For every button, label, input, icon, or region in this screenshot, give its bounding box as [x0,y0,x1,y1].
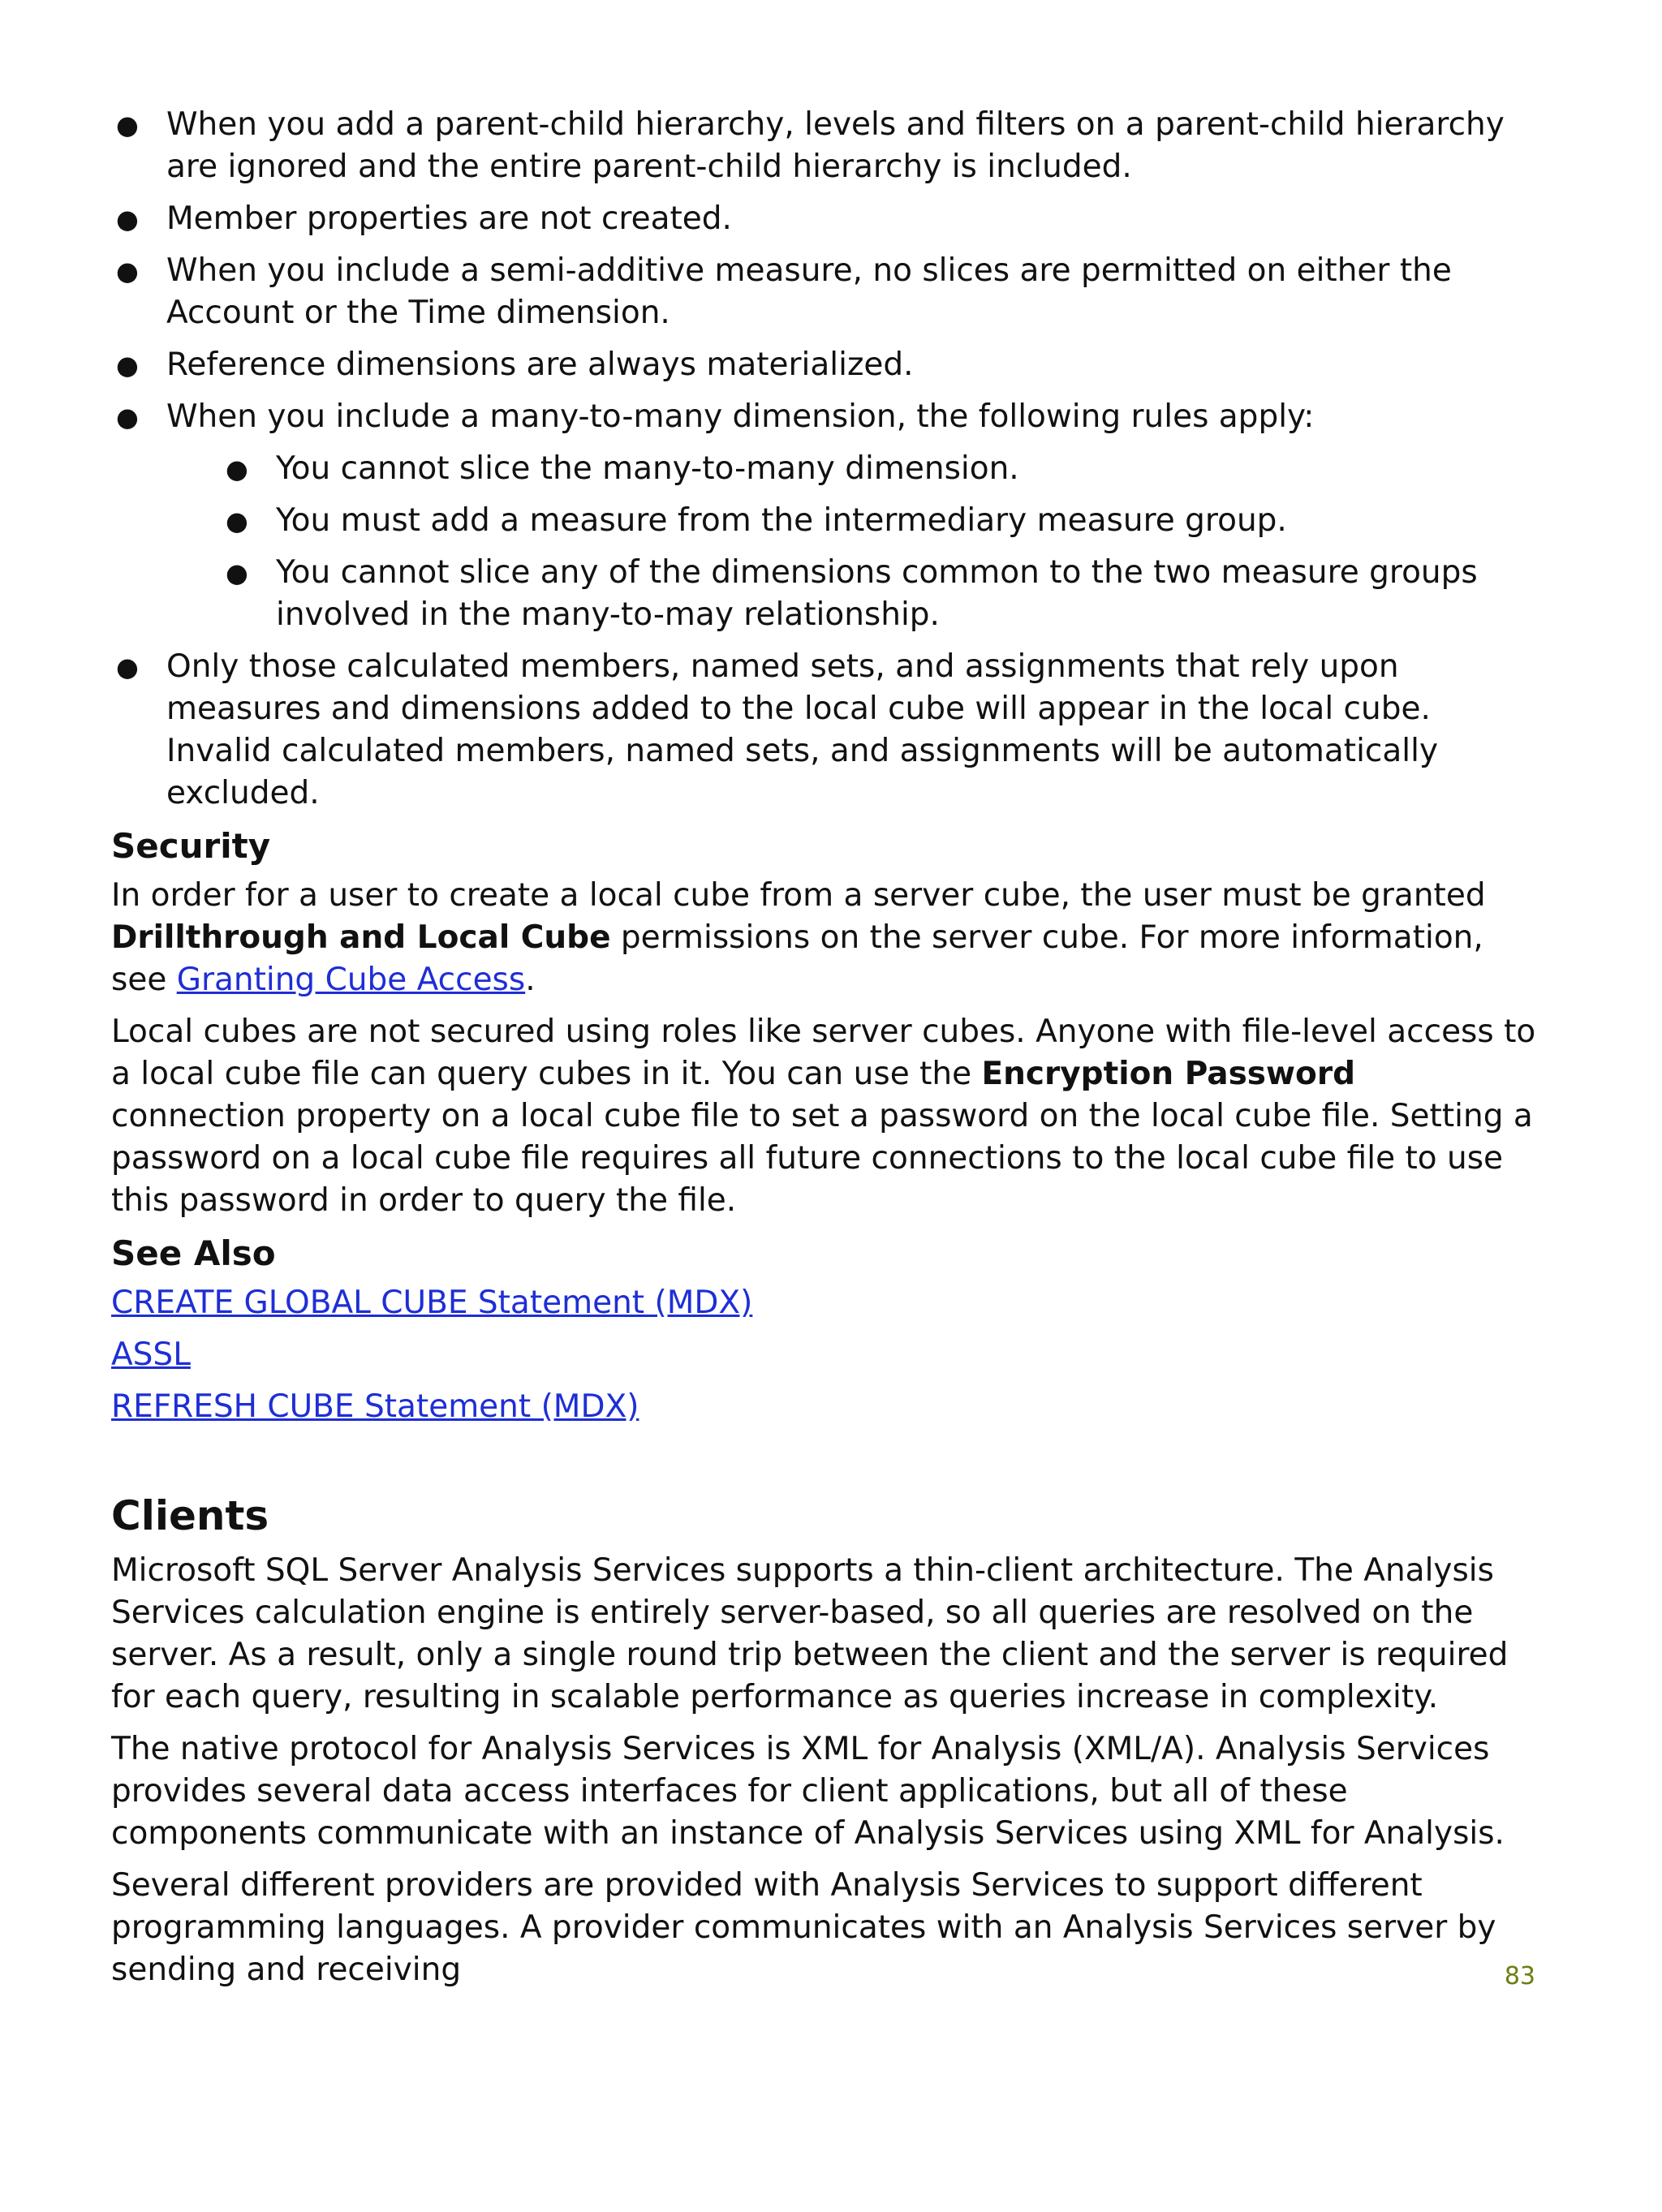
bullet-icon: ● [116,350,139,381]
bullet-list [111,104,1539,815]
sub-bullet-list [166,448,1539,636]
list-item: ● When you include a semi-additive measure, no slices are permitted on either the Account or the Time dimension. [111,250,1539,334]
bullet-icon: ● [226,454,248,484]
list-item: ● Only those calculated members, named sets, and assignments that rely upon measures and dimensions added to the local cube will appear in the local cube. Invalid calculated members, named sets, and assignments will be automatically excluded. [111,646,1539,815]
create-global-cube-link[interactable]: CREATE GLOBAL CUBE Statement (MDX) [111,1285,753,1321]
list-item: ● When you add a parent-child hierarchy, levels and filters on a parent-child hierarchy are ignored and the entire parent-child hierarchy is included. [111,104,1539,188]
security-paragraph-1: In order for a user to create a local cube from a server cube, the user must be granted Drillthrough and Local Cube permissions on the server cube. For more information, see Granting Cube Access. [111,877,1486,998]
bullet-icon: ● [226,557,248,588]
bullet-icon: ● [116,256,139,286]
clients-paragraph-1: Microsoft SQL Server Analysis Services supports a thin-client architecture. The Analysis Services calculation engine is entirely server-based, so all queries are resolved on the server. As a result, only a single round trip between the client and the server is required for each query, resulting in scalable performance as queries increase in complexity. [111,1552,1509,1715]
clients-paragraph-2: The native protocol for Analysis Services is XML for Analysis (XML/A). Analysis Services provides several data access interfaces for client applications, but all of these components communicate with an instance of Analysis Services using XML for Analysis. [111,1731,1505,1852]
bullet-icon: ● [116,402,139,433]
document-page [111,104,1539,2001]
clients-heading: Clients [111,1492,269,1539]
refresh-cube-link[interactable]: REFRESH CUBE Statement (MDX) [111,1388,639,1425]
list-item: ● Member properties are not created. [111,198,1539,240]
security-paragraph-2: Local cubes are not secured using roles like server cubes. Anyone with file-level access to a local cube file can query cubes in it. You can use the Encryption Password connection property on a local cube file to set a password on the local cube file. Setting a password on a local cube file requires all future connections to the local cube file to use this password in order to query the file. [111,1013,1536,1219]
bullet-icon: ● [116,204,139,235]
bullet-icon: ● [116,652,139,682]
granting-cube-access-link[interactable]: Granting Cube Access [176,962,526,998]
assl-link[interactable]: ASSL [111,1336,191,1373]
page-number: 83 [1504,1962,1535,1990]
list-item: ● When you include a many-to-many dimension, the following rules apply: ● You cannot slice the many-to-many dimension. ● You must add a measure from the intermediary measure group. ● You cannot slice any of the dimensions common to the two measure groups involved in the many-to-may relationship. [111,396,1539,636]
bullet-icon: ● [116,110,139,140]
sub-list-item: ● You cannot slice any of the dimensions common to the two measure groups involved in the many-to-may relationship. [166,552,1539,636]
clients-paragraph-3: Several different providers are provided with Analysis Services to support different programming languages. A provider communicates with an Analysis Services server by sending and receiving [111,1867,1496,1988]
sub-list-item: ● You cannot slice the many-to-many dimension. [166,448,1539,490]
list-item: ● Reference dimensions are always materialized. [111,344,1539,386]
see-also-heading: See Also [111,1233,276,1273]
bullet-icon: ● [226,506,248,536]
see-also-links [111,1282,1539,1428]
security-heading: Security [111,826,271,866]
sub-list-item: ● You must add a measure from the intermediary measure group. [166,500,1539,542]
